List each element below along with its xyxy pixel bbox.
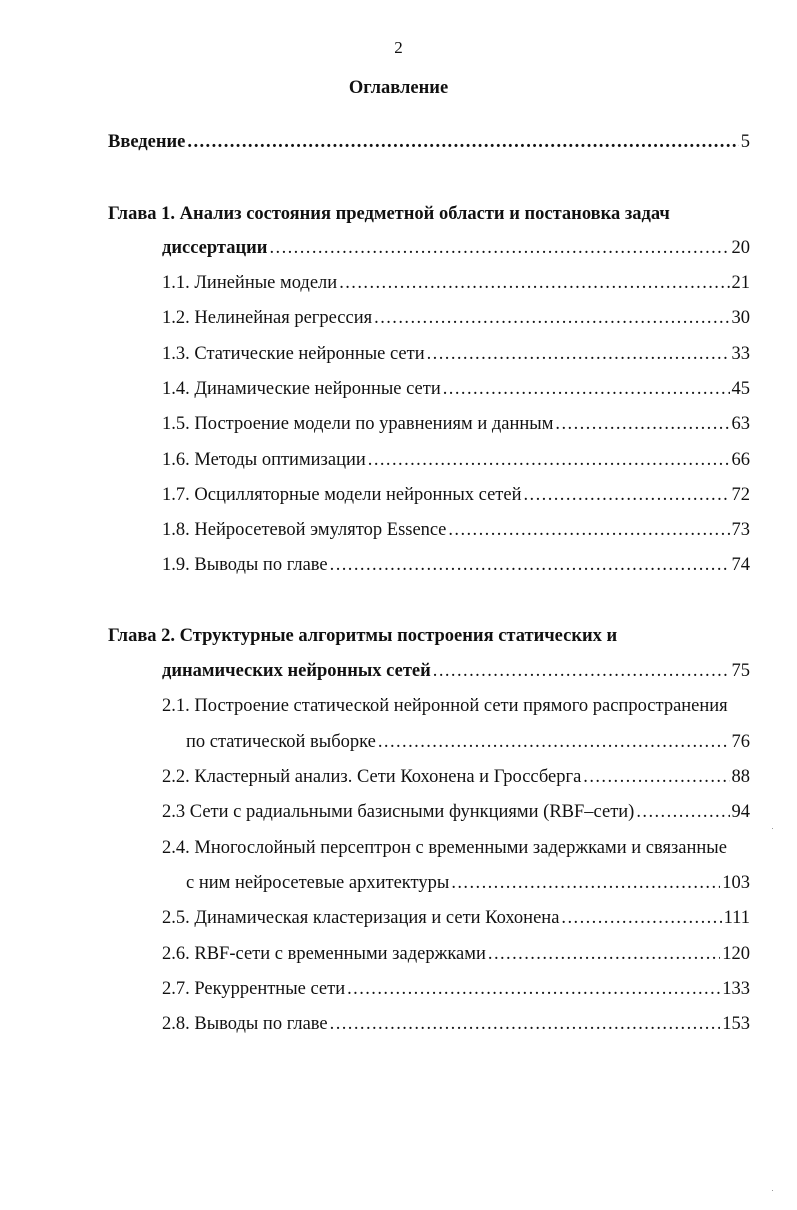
- toc-entry-label: с ним нейросетевые архитектуры: [186, 873, 450, 893]
- toc-entry-2-7[interactable]: [162, 977, 750, 1001]
- toc-entry-1-1[interactable]: [162, 271, 750, 295]
- dot-leader: [339, 271, 729, 295]
- toc-entry-1-7[interactable]: [162, 483, 750, 507]
- dot-leader: [451, 871, 720, 895]
- dot-leader: [427, 342, 730, 366]
- dot-leader: [378, 730, 730, 754]
- toc-entry-label: 1.1. Линейные модели: [162, 273, 338, 293]
- toc-entry-page: 20: [731, 238, 750, 258]
- toc-entry-label: по статической выборке: [186, 732, 376, 752]
- toc-entry-label: Введение: [108, 132, 186, 152]
- toc-entry-1-3[interactable]: [162, 342, 750, 366]
- toc-entry-1-9[interactable]: [162, 553, 750, 577]
- toc-entry-page: 75: [731, 661, 750, 681]
- toc-entry-label: диссертации: [162, 238, 268, 258]
- toc-entry-page: 72: [731, 485, 750, 505]
- dot-leader: [524, 483, 730, 507]
- toc-entry-page: 120: [722, 944, 750, 964]
- toc-entry-2-3[interactable]: [162, 800, 750, 824]
- dot-leader: [368, 448, 730, 472]
- toc-entry-1-2[interactable]: [162, 306, 750, 330]
- toc-entry-2-4-line1: 2.4. Многослойный персептрон с временными задержками и связанные: [162, 838, 727, 858]
- toc-entry-label: 1.9. Выводы по главе: [162, 555, 328, 575]
- dot-leader: [488, 942, 720, 966]
- toc-entry-page: 76: [731, 732, 750, 752]
- toc-entry-label: 1.5. Построение модели по уравнениям и данным: [162, 414, 554, 434]
- dot-leader: [443, 377, 730, 401]
- toc-entry-label: 1.3. Статические нейронные сети: [162, 344, 425, 364]
- toc-entry-page: 88: [731, 767, 750, 787]
- chapter1-heading: Глава 1. Анализ состояния предметной области и постановка задач: [108, 204, 670, 224]
- toc-entry-page: 111: [723, 908, 750, 928]
- toc-entry-page: 30: [731, 308, 750, 328]
- toc-entry-page: 66: [731, 450, 750, 470]
- toc-entry-page: 5: [740, 132, 750, 152]
- toc-entry-page: 133: [722, 979, 750, 999]
- toc-entry-1-8[interactable]: [162, 518, 750, 542]
- toc-entry-page: 33: [731, 344, 750, 364]
- scan-speck: [772, 828, 773, 829]
- toc-entry-label: 1.8. Нейросетевой эмулятор Essence: [162, 520, 447, 540]
- toc-entry-label: 2.8. Выводы по главе: [162, 1014, 328, 1034]
- toc-entry-2-1-line1: 2.1. Построение статической нейронной сети прямого распространения: [162, 696, 728, 716]
- toc-entry-page: 153: [722, 1014, 750, 1034]
- dot-leader: [330, 1012, 721, 1036]
- toc-entry-chapter1[interactable]: [162, 236, 750, 260]
- toc-entry-1-4[interactable]: [162, 377, 750, 401]
- toc-entry-page: 74: [731, 555, 750, 575]
- toc-entry-2-8[interactable]: [162, 1012, 750, 1036]
- toc-entry-page: 21: [731, 273, 750, 293]
- page-number: 2: [394, 38, 403, 57]
- toc-entry-2-5[interactable]: [162, 906, 750, 930]
- toc-entry-2-4[interactable]: [186, 871, 750, 895]
- toc-title: Оглавление: [348, 78, 449, 98]
- toc-entry-label: 2.3 Сети с радиальными базисными функциями (RBF–сети): [162, 802, 635, 822]
- toc-entry-page: 103: [722, 873, 750, 893]
- toc-entry-page: 63: [731, 414, 750, 434]
- toc-entry-label: 2.2. Кластерный анализ. Сети Кохонена и Гроссберга: [162, 767, 582, 787]
- toc-entry-intro[interactable]: [108, 130, 750, 154]
- dot-leader: [374, 306, 729, 330]
- toc-entry-page: 94: [731, 802, 750, 822]
- dot-leader: [561, 906, 721, 930]
- toc-entry-page: 45: [731, 379, 750, 399]
- toc-entry-label: 2.7. Рекуррентные сети: [162, 979, 346, 999]
- dot-leader: [347, 977, 720, 1001]
- toc-entry-1-6[interactable]: [162, 448, 750, 472]
- dot-leader: [555, 412, 729, 436]
- toc-entry-label: динамических нейронных сетей: [162, 661, 431, 681]
- toc-entry-2-6[interactable]: [162, 942, 750, 966]
- toc-entry-chapter2[interactable]: [162, 659, 750, 683]
- toc-entry-label: 2.5. Динамическая кластеризация и сети Кохонена: [162, 908, 560, 928]
- dot-leader: [269, 236, 729, 260]
- dot-leader: [583, 765, 729, 789]
- dot-leader: [187, 130, 738, 154]
- toc-entry-label: 1.6. Методы оптимизации: [162, 450, 366, 470]
- toc-entry-label: 1.4. Динамические нейронные сети: [162, 379, 441, 399]
- toc-entry-2-2[interactable]: [162, 765, 750, 789]
- scan-speck: [772, 1190, 773, 1191]
- toc-entry-label: 1.7. Осцилляторные модели нейронных сетей: [162, 485, 522, 505]
- toc-entry-label: 1.2. Нелинейная регрессия: [162, 308, 373, 328]
- dot-leader: [448, 518, 729, 542]
- toc-entry-1-5[interactable]: [162, 412, 750, 436]
- toc-entry-page: 73: [731, 520, 750, 540]
- chapter2-heading: Глава 2. Структурные алгоритмы построения статических и: [108, 626, 618, 646]
- dot-leader: [636, 800, 729, 824]
- dot-leader: [330, 553, 730, 577]
- toc-entry-label: 2.6. RBF-сети с временными задержками: [162, 944, 486, 964]
- toc-entry-2-1[interactable]: [186, 730, 750, 754]
- dot-leader: [433, 659, 730, 683]
